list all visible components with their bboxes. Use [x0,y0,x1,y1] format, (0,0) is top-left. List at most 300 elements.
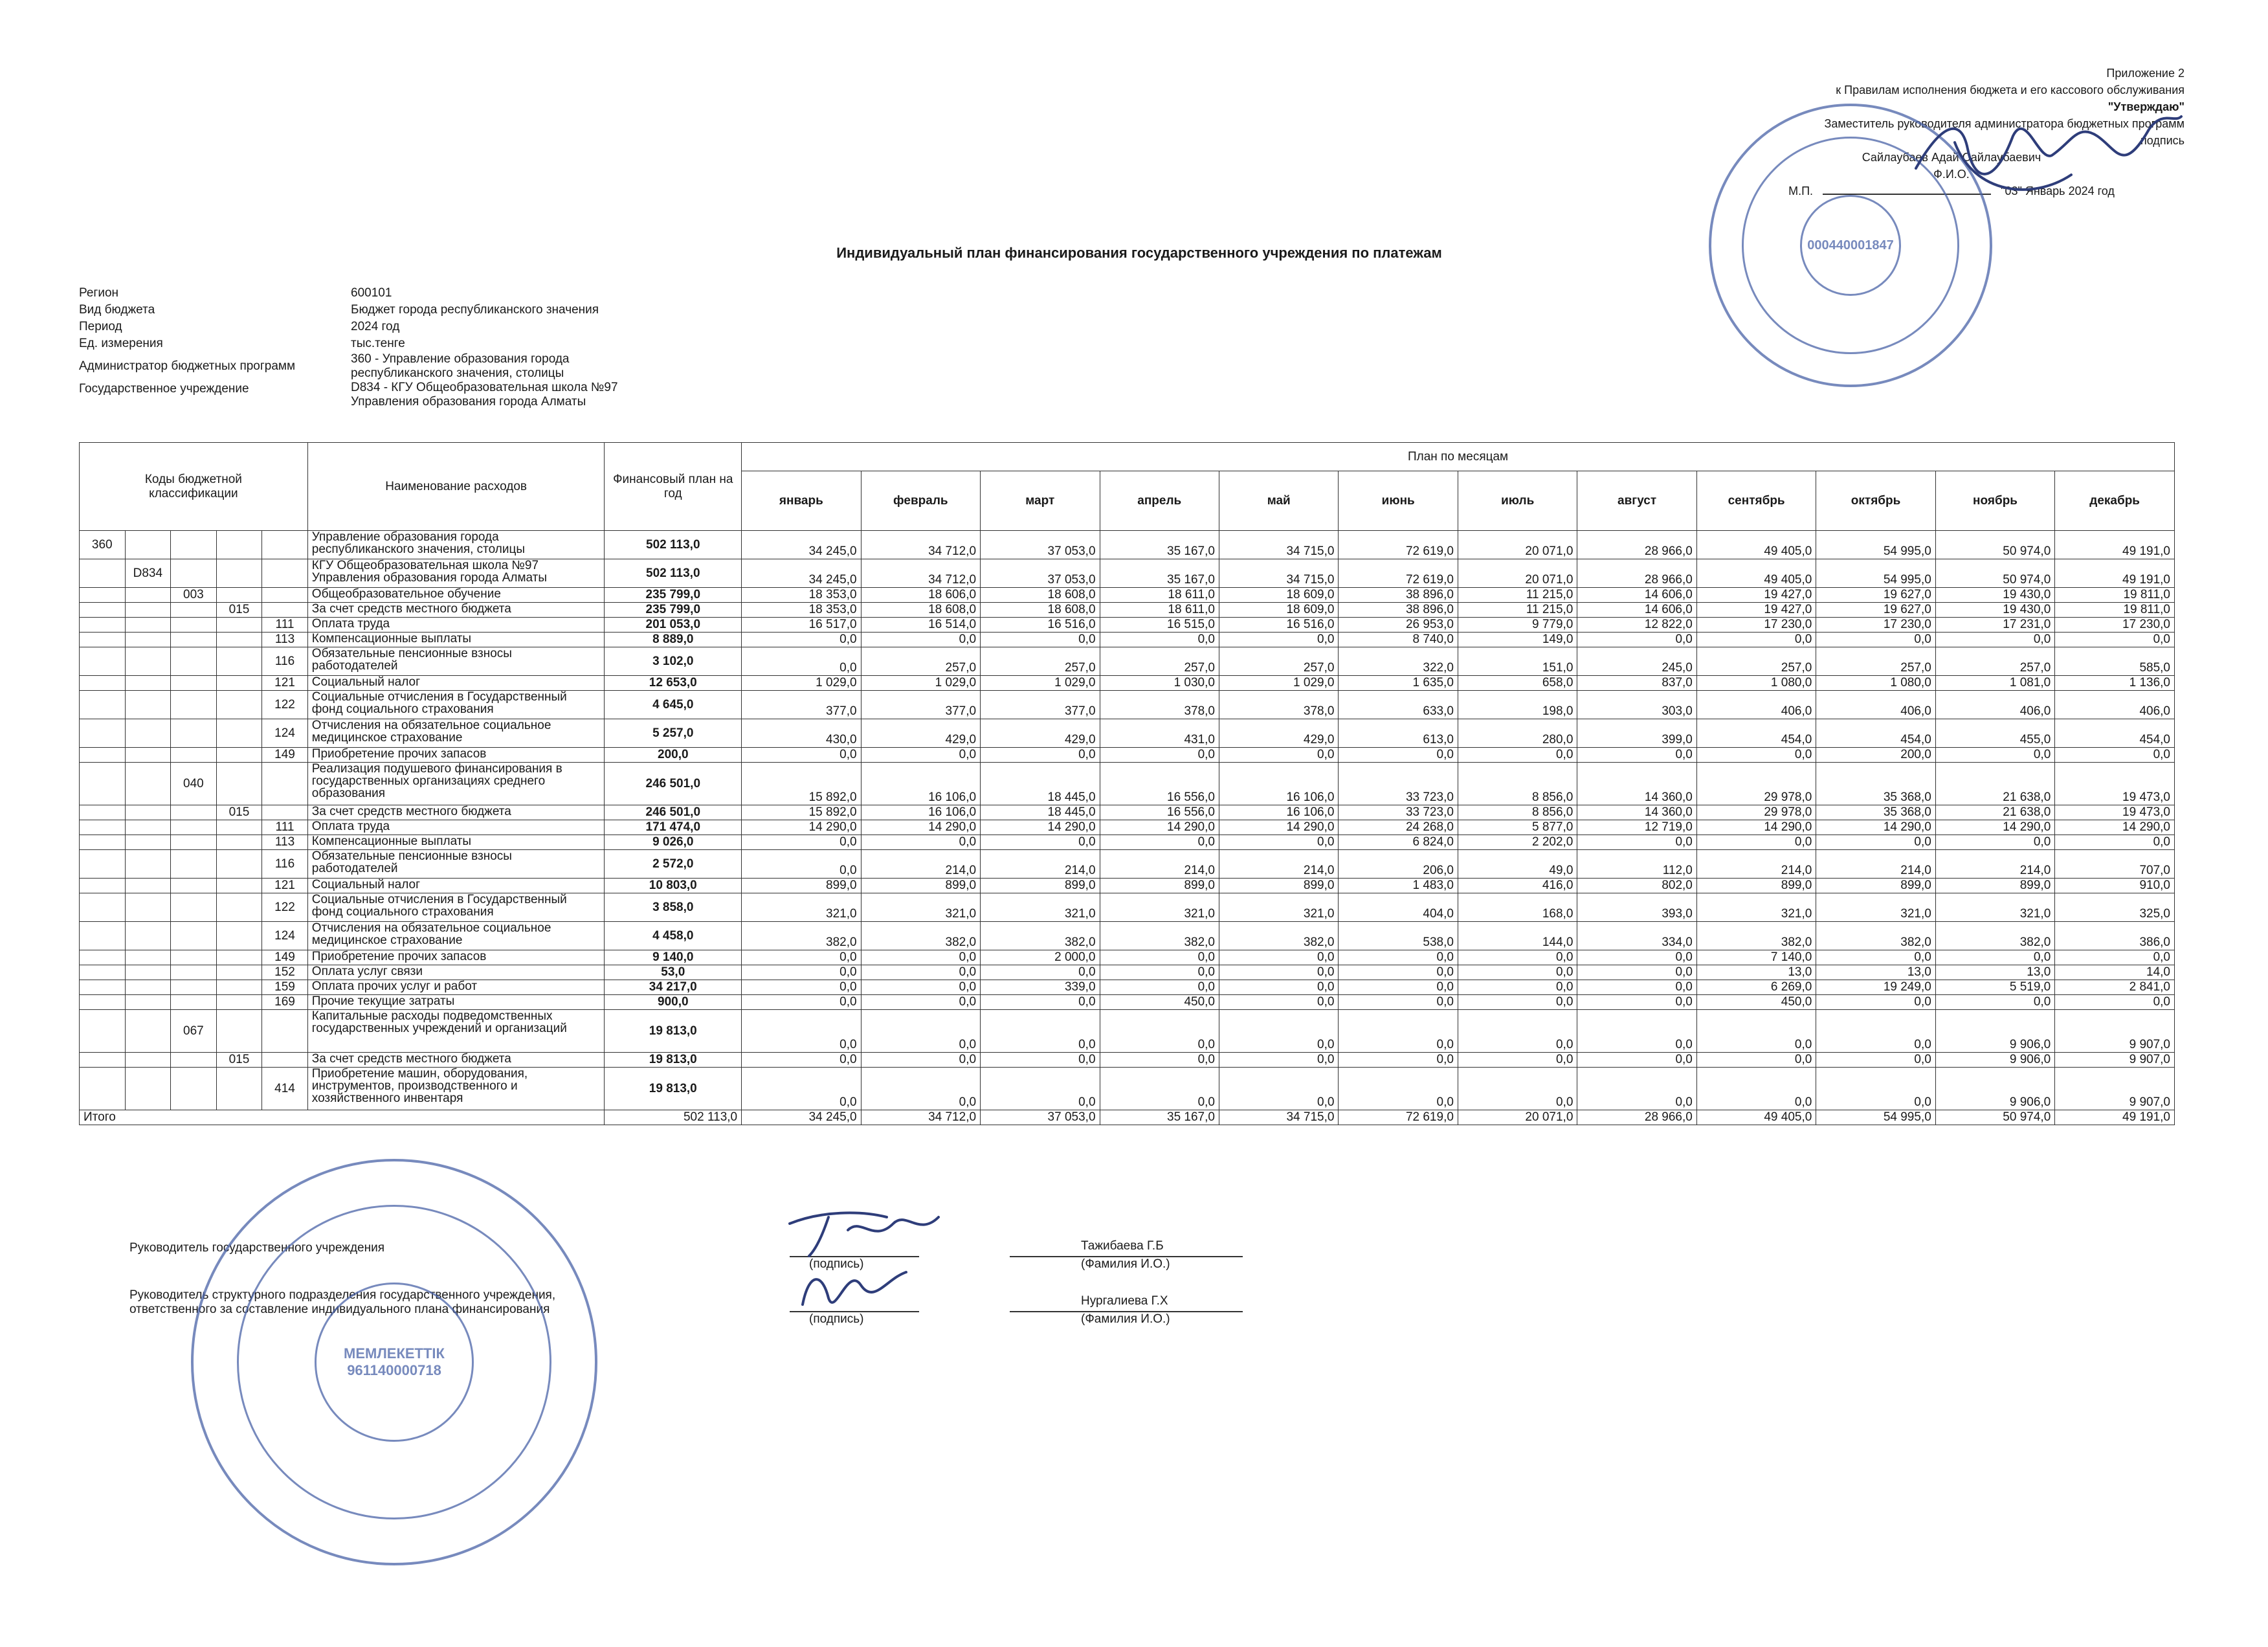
month-value: 38 896,0 [1339,603,1458,618]
table-row [80,531,2175,559]
month-value: 168,0 [1458,893,1577,922]
code-cell [171,676,217,691]
month-value: 386,0 [2055,922,2175,950]
month-value: 339,0 [981,980,1100,995]
meta-label: Регион [79,286,119,300]
month-value: 382,0 [981,922,1100,950]
month-value: 11 215,0 [1458,603,1577,618]
total-year: 502 113,0 [605,1110,742,1125]
table-row [80,835,2175,850]
month-value: 321,0 [1816,893,1935,922]
code-cell: 113 [262,633,308,647]
month-value: 12 719,0 [1577,820,1696,835]
code-cell [171,835,217,850]
month-value: 14 290,0 [861,820,980,835]
table-row [80,748,2175,763]
month-value: 29 978,0 [1696,763,1816,805]
month-value: 1 030,0 [1100,676,1219,691]
header-month: декабрь [2055,471,2175,531]
month-value: 14 360,0 [1577,763,1696,805]
annual-plan: 200,0 [605,748,742,763]
code-cell: 122 [262,691,308,719]
code-cell [171,820,217,835]
expense-name: Управление образования города республиканского значения, столицы [307,531,605,559]
header-month: октябрь [1816,471,1935,531]
month-value: 0,0 [1100,1010,1219,1053]
meta-administrator [79,352,662,381]
month-value: 54 995,0 [1816,559,1935,588]
month-value: 0,0 [1339,995,1458,1010]
month-value: 899,0 [1219,879,1338,893]
code-cell [216,950,262,965]
code-cell [216,559,262,588]
month-value: 14 606,0 [1577,588,1696,603]
month-value: 0,0 [861,835,980,850]
month-value: 2 202,0 [1458,835,1577,850]
annual-plan: 3 858,0 [605,893,742,922]
month-value: 49 405,0 [1696,531,1816,559]
approver-signature-label: подпись [2140,134,2185,147]
code-cell [125,950,171,965]
annual-plan: 19 813,0 [605,1053,742,1068]
meta-unit [79,335,662,352]
code-cell [216,850,262,879]
meta-value: D834 - КГУ Общеобразовательная школа №97 Управления образования города Алматы [351,381,618,409]
approved-label: "Утверждаю" [2107,100,2185,113]
month-value: 0,0 [981,748,1100,763]
month-value: 18 353,0 [742,588,861,603]
month-value: 0,0 [1577,1010,1696,1053]
expense-name: КГУ Общеобразовательная школа №97 Управления образования города Алматы [307,559,605,588]
month-value: 429,0 [1219,719,1338,748]
month-value: 325,0 [2055,893,2175,922]
month-value: 16 516,0 [1219,618,1338,633]
approval-date: "03" Январь 2024 год [2001,185,2115,197]
month-value: 802,0 [1577,879,1696,893]
month-value: 0,0 [1219,950,1338,965]
month-value: 257,0 [1100,647,1219,676]
code-cell [216,748,262,763]
month-value: 9 906,0 [1935,1053,2054,1068]
month-value: 899,0 [861,879,980,893]
code-cell [216,879,262,893]
code-cell [80,763,126,805]
month-value: 28 966,0 [1577,559,1696,588]
month-value: 321,0 [1696,893,1816,922]
header-year: Финансовый план на год [605,443,742,531]
code-cell [80,850,126,879]
month-value: 429,0 [981,719,1100,748]
approver-signature [1903,97,2188,214]
annual-plan: 12 653,0 [605,676,742,691]
month-value: 245,0 [1577,647,1696,676]
month-value: 0,0 [1935,995,2054,1010]
expense-name: Обязательные пенсионные взносы работодателей [307,647,605,676]
month-value: 0,0 [981,965,1100,980]
month-value: 0,0 [1696,1053,1816,1068]
month-value: 0,0 [1577,835,1696,850]
month-value: 21 638,0 [1935,763,2054,805]
code-cell [125,1010,171,1053]
month-value: 707,0 [2055,850,2175,879]
head-sign-label: (подпись) [809,1257,864,1271]
month-value: 0,0 [1816,1068,1935,1110]
month-value: 0,0 [1219,995,1338,1010]
month-value: 19 473,0 [2055,763,2175,805]
month-value: 406,0 [1816,691,1935,719]
month-value: 20 071,0 [1458,559,1577,588]
month-value: 910,0 [2055,879,2175,893]
table-row [80,691,2175,719]
month-value: 406,0 [2055,691,2175,719]
month-value: 0,0 [742,835,861,850]
month-value: 0,0 [861,1068,980,1110]
annual-plan: 9 140,0 [605,950,742,965]
total-month: 54 995,0 [1816,1110,1935,1125]
month-value: 454,0 [1816,719,1935,748]
code-cell [125,965,171,980]
table-row [80,820,2175,835]
month-value: 0,0 [1696,1068,1816,1110]
month-value: 0,0 [1935,633,2054,647]
month-value: 112,0 [1577,850,1696,879]
month-value: 0,0 [861,1010,980,1053]
expense-name: Приобретение прочих запасов [307,748,605,763]
meta-budget-type [79,302,662,319]
month-value: 899,0 [1816,879,1935,893]
month-value: 257,0 [1935,647,2054,676]
meta-label: Государственное учреждение [79,382,249,396]
code-cell [80,1053,126,1068]
code-cell [125,647,171,676]
month-value: 0,0 [1458,965,1577,980]
month-value: 13,0 [1935,965,2054,980]
code-cell [80,879,126,893]
expense-name: За счет средств местного бюджета [307,805,605,820]
meta-value: 360 - Управление образования города республиканского значения, столицы [351,352,570,380]
total-month: 34 245,0 [742,1110,861,1125]
month-value: 0,0 [1100,950,1219,965]
code-cell [216,676,262,691]
month-value: 14 290,0 [981,820,1100,835]
total-month: 28 966,0 [1577,1110,1696,1125]
annual-plan: 235 799,0 [605,588,742,603]
appendix-rules: к Правилам исполнения бюджета и его кассового обслуживания [1836,84,2185,96]
month-value: 15 892,0 [742,763,861,805]
month-value: 334,0 [1577,922,1696,950]
month-value: 0,0 [742,1053,861,1068]
table-row [80,763,2175,805]
month-value: 34 712,0 [861,531,980,559]
code-cell [125,633,171,647]
month-value: 382,0 [1816,922,1935,950]
expense-name: Компенсационные выплаты [307,633,605,647]
month-value: 0,0 [1577,950,1696,965]
month-value: 0,0 [1339,980,1458,995]
month-value: 54 995,0 [1816,531,1935,559]
month-value: 382,0 [1696,922,1816,950]
total-month: 72 619,0 [1339,1110,1458,1125]
month-value: 382,0 [742,922,861,950]
code-cell [125,893,171,922]
month-value: 206,0 [1339,850,1458,879]
code-cell: 360 [80,531,126,559]
table-row [80,559,2175,588]
code-cell [216,835,262,850]
header-month: август [1577,471,1696,531]
total-month: 49 191,0 [2055,1110,2175,1125]
resp-name: Нургалиева Г.Х [1081,1294,1168,1308]
financing-plan-table [79,442,2175,1125]
annual-plan: 900,0 [605,995,742,1010]
month-value: 24 268,0 [1339,820,1458,835]
code-cell [80,748,126,763]
month-value: 9 906,0 [1935,1010,2054,1053]
month-value: 35 167,0 [1100,531,1219,559]
month-value: 0,0 [1219,1068,1338,1110]
month-value: 450,0 [1696,995,1816,1010]
month-value: 14 290,0 [742,820,861,835]
month-value: 214,0 [861,850,980,879]
month-value: 450,0 [1100,995,1219,1010]
month-value: 18 353,0 [742,603,861,618]
code-cell [80,647,126,676]
month-value: 0,0 [1577,633,1696,647]
month-value: 0,0 [1219,748,1338,763]
month-value: 454,0 [1696,719,1816,748]
month-value: 382,0 [1219,922,1338,950]
table-row [80,588,2175,603]
code-cell [125,618,171,633]
table-row [80,647,2175,676]
month-value: 5 519,0 [1935,980,2054,995]
month-value: 0,0 [1219,1053,1338,1068]
code-cell [262,763,308,805]
code-cell [125,995,171,1010]
header-month: апрель [1100,471,1219,531]
code-cell [171,850,217,879]
month-value: 19 427,0 [1696,603,1816,618]
code-cell [262,1010,308,1053]
resp-sign-label: (подпись) [809,1312,864,1326]
month-value: 0,0 [861,980,980,995]
code-cell [171,950,217,965]
code-cell [171,965,217,980]
code-cell [262,805,308,820]
month-value: 0,0 [981,633,1100,647]
month-value: 0,0 [1816,1010,1935,1053]
code-cell: 015 [216,1053,262,1068]
month-value: 49 405,0 [1696,559,1816,588]
month-value: 34 712,0 [861,559,980,588]
month-value: 0,0 [1696,835,1816,850]
month-value: 257,0 [1696,647,1816,676]
code-cell [125,691,171,719]
month-value: 2 841,0 [2055,980,2175,995]
month-value: 11 215,0 [1458,588,1577,603]
expense-name: Капитальные расходы подведомственных государственных учреждений и организаций [307,1010,605,1053]
month-value: 0,0 [742,1010,861,1053]
code-cell [216,531,262,559]
month-value: 49,0 [1458,850,1577,879]
month-value: 0,0 [2055,995,2175,1010]
meta-label: Вид бюджета [79,303,155,317]
code-cell: 124 [262,922,308,950]
code-cell [216,995,262,1010]
header-month: март [981,471,1100,531]
month-value: 14 360,0 [1577,805,1696,820]
month-value: 0,0 [1339,748,1458,763]
month-value: 0,0 [1100,835,1219,850]
code-cell: 149 [262,748,308,763]
code-cell: 003 [171,588,217,603]
total-label: Итого [80,1110,605,1125]
expense-name: Реализация подушевого финансирования в государственных организациях среднего образования [307,763,605,805]
month-value: 399,0 [1577,719,1696,748]
month-value: 0,0 [1696,1010,1816,1053]
month-value: 0,0 [1816,633,1935,647]
month-value: 257,0 [981,647,1100,676]
month-value: 0,0 [1100,965,1219,980]
month-value: 257,0 [861,647,980,676]
code-cell [171,1068,217,1110]
table-row [80,603,2175,618]
code-cell: 121 [262,676,308,691]
code-cell [80,835,126,850]
month-value: 144,0 [1458,922,1577,950]
month-value: 321,0 [861,893,980,922]
month-value: 13,0 [1696,965,1816,980]
code-cell [80,950,126,965]
code-cell [171,618,217,633]
month-value: 0,0 [2055,748,2175,763]
code-cell [125,588,171,603]
month-value: 17 230,0 [1696,618,1816,633]
month-value: 0,0 [2055,950,2175,965]
month-value: 17 231,0 [1935,618,2054,633]
month-value: 0,0 [742,965,861,980]
month-value: 0,0 [861,748,980,763]
month-value: 214,0 [1100,850,1219,879]
month-value: 0,0 [1696,633,1816,647]
table-row [80,676,2175,691]
annual-plan: 502 113,0 [605,531,742,559]
month-value: 0,0 [1577,748,1696,763]
annual-plan: 19 813,0 [605,1010,742,1053]
month-value: 0,0 [1219,980,1338,995]
code-cell [125,922,171,950]
document-meta [79,285,662,409]
header-month: январь [742,471,861,531]
month-value: 0,0 [1458,995,1577,1010]
code-cell: 124 [262,719,308,748]
month-value: 0,0 [1219,835,1338,850]
table-row [80,618,2175,633]
table-row [80,633,2175,647]
code-cell [80,633,126,647]
month-value: 0,0 [742,995,861,1010]
month-value: 18 608,0 [981,603,1100,618]
annual-plan: 171 474,0 [605,820,742,835]
meta-value: 2024 год [351,320,400,333]
code-cell: 149 [262,950,308,965]
stamp-mp-label: М.П. [1788,185,1814,197]
month-value: 454,0 [2055,719,2175,748]
code-cell [171,633,217,647]
header-codes: Коды бюджетной классификации [80,443,308,531]
responsible-label: Руководитель структурного подразделения государственного учреждения, ответственного за составление индивидуального плана финансирования [129,1288,556,1316]
month-value: 16 106,0 [1219,763,1338,805]
expense-name: Социальные отчисления в Государственный фонд социального страхования [307,893,605,922]
month-value: 16 106,0 [861,763,980,805]
annual-plan: 19 813,0 [605,1068,742,1110]
month-value: 34 245,0 [742,559,861,588]
month-value: 38 896,0 [1339,588,1458,603]
expense-name: Отчисления на обязательное социальное медицинское страхование [307,922,605,950]
month-value: 9 907,0 [2055,1068,2175,1110]
code-cell: 015 [216,805,262,820]
month-value: 377,0 [861,691,980,719]
month-value: 0,0 [742,850,861,879]
month-value: 7 140,0 [1696,950,1816,965]
month-value: 0,0 [1577,965,1696,980]
month-value: 378,0 [1100,691,1219,719]
month-value: 2 000,0 [981,950,1100,965]
month-value: 431,0 [1100,719,1219,748]
expense-name: Социальный налог [307,676,605,691]
code-cell [171,531,217,559]
code-cell [125,763,171,805]
total-month: 35 167,0 [1100,1110,1219,1125]
month-value: 0,0 [1935,835,2054,850]
month-value: 321,0 [1219,893,1338,922]
month-value: 37 053,0 [981,559,1100,588]
month-value: 214,0 [1219,850,1338,879]
month-value: 18 611,0 [1100,603,1219,618]
resp-fio-label: (Фамилия И.О.) [1081,1312,1170,1326]
code-cell [262,531,308,559]
month-value: 899,0 [981,879,1100,893]
code-cell [125,879,171,893]
annual-plan: 5 257,0 [605,719,742,748]
table-row [80,995,2175,1010]
total-month: 49 405,0 [1696,1110,1816,1125]
code-cell [216,965,262,980]
header-name: Наименование расходов [307,443,605,531]
month-value: 0,0 [981,1068,1100,1110]
month-value: 0,0 [1696,748,1816,763]
expense-name: Обязательные пенсионные взносы работодателей [307,850,605,879]
expense-name: Оплата прочих услуг и работ [307,980,605,995]
code-cell [80,719,126,748]
month-value: 382,0 [861,922,980,950]
month-value: 19 473,0 [2055,805,2175,820]
month-value: 0,0 [1219,965,1338,980]
table-row [80,805,2175,820]
code-cell [80,618,126,633]
code-cell [171,647,217,676]
month-value: 393,0 [1577,893,1696,922]
month-value: 257,0 [1816,647,1935,676]
code-cell [125,531,171,559]
annual-plan: 53,0 [605,965,742,980]
code-cell [216,820,262,835]
month-value: 1 029,0 [1219,676,1338,691]
month-value: 28 966,0 [1577,531,1696,559]
month-value: 49 191,0 [2055,559,2175,588]
month-value: 18 609,0 [1219,603,1338,618]
month-value: 406,0 [1935,691,2054,719]
